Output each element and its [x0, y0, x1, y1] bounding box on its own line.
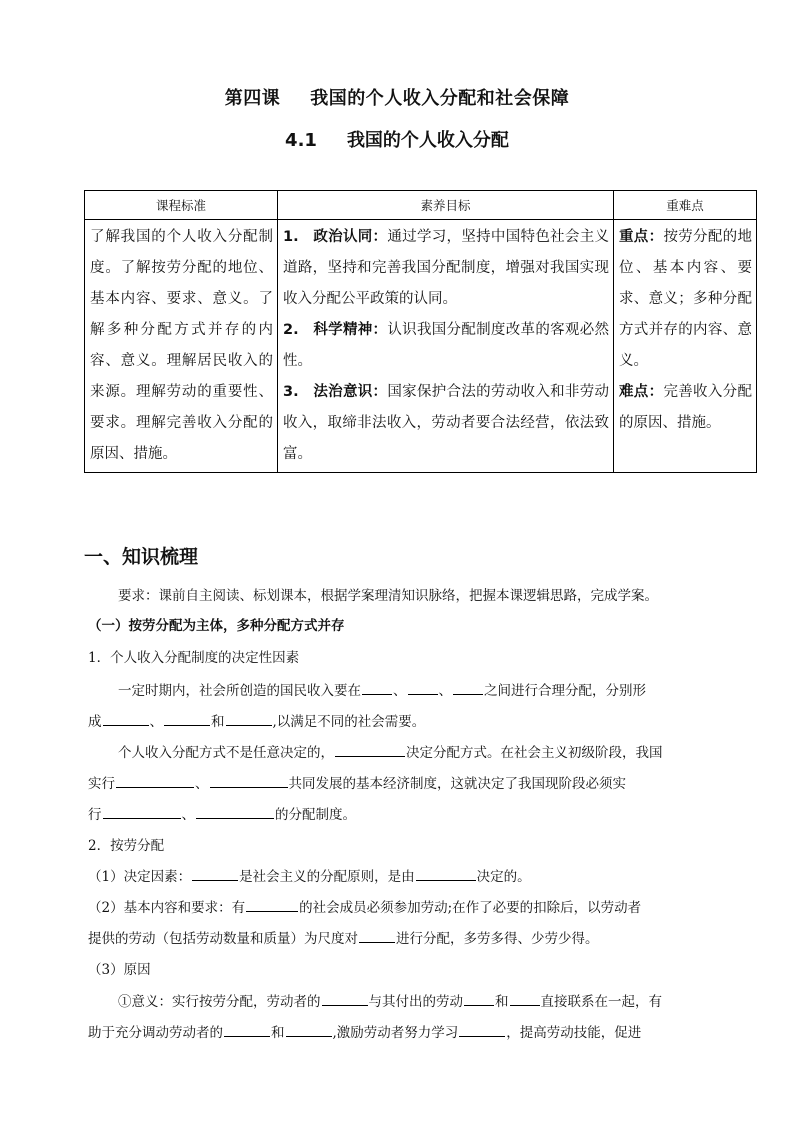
item-heading: 2．按劳分配	[88, 838, 165, 854]
paragraph-line: 成 、 和 ,以满足不同的社会需要。	[88, 710, 720, 730]
header-key-points: 重难点	[614, 191, 757, 220]
fill-blank[interactable]	[362, 680, 392, 695]
table-body-row	[85, 220, 757, 473]
literacy-goals-cell	[278, 220, 614, 473]
header-literacy-goals: 素养目标	[278, 191, 614, 220]
paragraph-line: 提供的劳动（包括劳动数量和质量）为尺度对 进行分配，多劳多得、少劳少得。	[88, 927, 720, 947]
fill-blank[interactable]	[408, 680, 438, 695]
section-title	[0, 126, 794, 152]
fill-blank[interactable]	[453, 680, 483, 695]
fill-blank[interactable]	[286, 1022, 332, 1037]
requirement-text: 要求：课前自主阅读、标划课本，根据学案理清知识脉络，把握本课逻辑思路，完成学案。	[118, 588, 658, 604]
goal-item: 3. 法治意识：国家保护合法的劳动收入和非劳动收入，取缔非法收入，劳动者要合法经营，依法致富。	[283, 384, 610, 462]
item-heading: 1．个人收入分配制度的决定性因素	[88, 650, 300, 666]
fill-blank[interactable]	[246, 897, 298, 912]
paragraph-line: 个人收入分配方式不是任意决定的， 决定分配方式。在社会主义初级阶段，我国	[88, 741, 750, 761]
item-heading: （3）原因	[88, 962, 151, 978]
fill-blank[interactable]	[103, 804, 181, 819]
fill-blank[interactable]	[459, 1022, 505, 1037]
paragraph-line: （1）决定因素： 是社会主义的分配原则，是由 决定的。	[88, 865, 720, 885]
key-points-cell	[614, 220, 757, 473]
paragraph-line: 助于充分调动劳动者的 和 ,激励劳动者努力学习 ，提高劳动技能，促进	[88, 1021, 720, 1041]
section-name: 我国的个人收入分配	[346, 130, 509, 151]
paragraph-line: 行 、 的分配制度。	[88, 803, 720, 823]
fill-blank[interactable]	[359, 928, 395, 943]
fill-blank[interactable]	[103, 711, 149, 726]
fill-blank[interactable]	[226, 711, 272, 726]
fill-blank[interactable]	[210, 773, 288, 788]
fill-blank[interactable]	[416, 866, 476, 881]
fill-blank[interactable]	[510, 991, 540, 1006]
fill-blank[interactable]	[224, 1022, 270, 1037]
fill-blank[interactable]	[335, 742, 405, 757]
standards-table	[84, 190, 757, 473]
paragraph-line: 实行 、 共同发展的基本经济制度，这就决定了我国现阶段必须实	[88, 772, 720, 792]
section-heading: 一、知识梳理	[84, 546, 199, 568]
lesson-number: 第四课	[224, 88, 281, 109]
section-number: 4.1	[285, 130, 317, 151]
fill-blank[interactable]	[322, 991, 368, 1006]
paragraph-line: ①意义：实行按劳分配，劳动者的 与其付出的劳动 和 直接联系在一起，有	[88, 990, 750, 1010]
header-course-standard: 课程标准	[85, 191, 278, 220]
lesson-title	[0, 84, 794, 110]
fill-blank[interactable]	[196, 804, 274, 819]
paragraph-line: （2）基本内容和要求：有 的社会成员必须参加劳动;在作了必要的扣除后，以劳动者	[88, 896, 720, 916]
course-standard-cell: 了解我国的个人收入分配制度。了解按劳分配的地位、基本内容、要求、意义。了解多种分配方式并存的内容、意义。理解居民收入的来源。理解劳动的重要性、要求。理解完善收入分配的原因、措施。	[85, 220, 278, 473]
difficult-point: 难点：完善收入分配的原因、措施。	[619, 384, 752, 431]
fill-blank[interactable]	[464, 991, 494, 1006]
goal-item: 2. 科学精神：认识我国分配制度改革的客观必然性。	[283, 322, 610, 369]
fill-blank[interactable]	[192, 866, 238, 881]
goal-item: 1. 政治认同：通过学习，坚持中国特色社会主义道路，坚持和完善我国分配制度，增强对我国实现收入分配公平政策的认同。	[283, 229, 610, 307]
fill-blank[interactable]	[164, 711, 210, 726]
table-header-row	[85, 191, 757, 220]
lesson-name: 我国的个人收入分配和社会保障	[310, 88, 570, 109]
key-point: 重点：按劳分配的地位、基本内容、要求、意义；多种分配方式并存的内容、意义。	[619, 229, 752, 369]
fill-blank[interactable]	[116, 773, 194, 788]
subsection-heading: （一）按劳分配为主体，多种分配方式并存	[88, 618, 345, 634]
paragraph-line: 一定时期内，社会所创造的国民收入要在 、 、 之间进行合理分配，分别形	[88, 679, 750, 699]
